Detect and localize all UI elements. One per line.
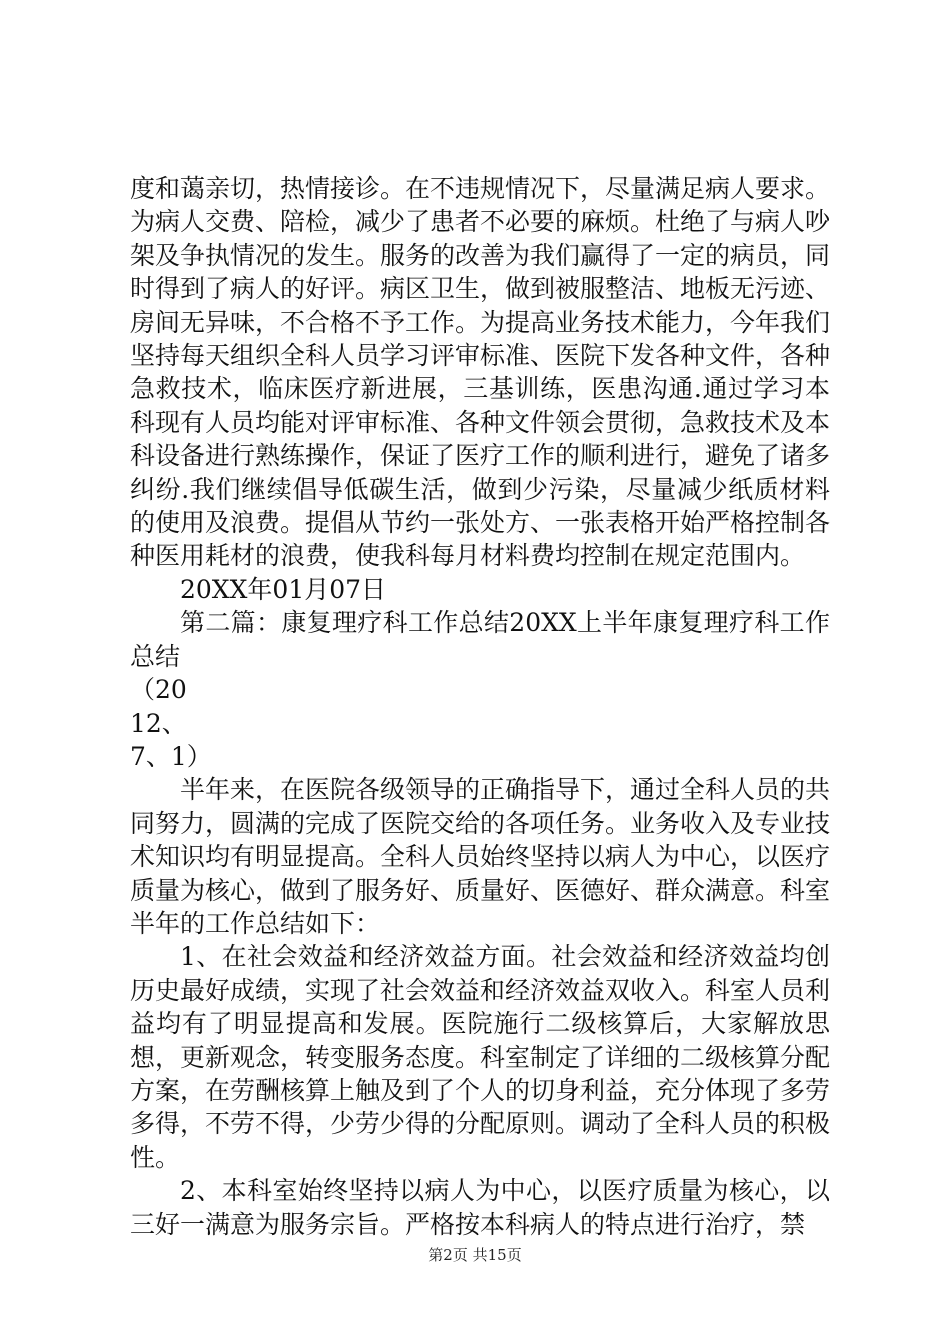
date-fragment-2: 12、 [130, 708, 187, 738]
paragraph-continuation: 度和蔼亲切，热情接诊。在不违规情况下，尽量满足病人要求。为病人交费、陪检，减少了患者不必要的麻烦。杜绝了与病人吵架及争执情况的发生。服务的改善为我们赢得了一定的病员，同时得到了病人的好评。病区卫生，做到被服整洁、地板无污迹、房间无异味，不合格不予工作。为提高业务技术能力，今年我们坚持每天组织全科人员学习评审标准、医院下发各种文件，各种急救技术，临床医疗新进展，三基训练，医患沟通.通过学习本科现有人员均能对评审标准、各种文件领会贯彻，急救技术及本科设备进行熟练操作，保证了医疗工作的顺利进行，避免了诸多纠纷.我们继续倡导低碳生活，做到少污染，尽量减少纸质材料的使用及浪费。提倡从节约一张处方、一张表格开始严格控制各种医用耗材的浪费，使我科每月材料费均控制在规定范围内。 [130, 174, 831, 571]
page-footer: 第2页 共15页 [428, 1246, 522, 1264]
section-heading: 第二篇：康复理疗科工作总结20XX上半年康复理疗科工作总结 [130, 608, 830, 671]
document-body [130, 172, 830, 1241]
date-fragment-3: 7、1） [130, 741, 212, 771]
date-line: 20XX年01月07日 [180, 574, 387, 604]
paragraph-intro: 半年来，在医院各级领导的正确指导下，通过全科人员的共同努力，圆满的完成了医院交给的各项任务。业务收入及专业技术知识均有明显提高。全科人员始终坚持以病人为中心，以医疗质量为核心，做到了服务好、质量好、医德好、群众满意。科室半年的工作总结如下： [130, 775, 831, 938]
paragraph-item-2: 2、本科室始终坚持以病人为中心，以医疗质量为核心，以三好一满意为服务宗旨。严格按本科病人的特点进行治疗，禁 [130, 1176, 830, 1239]
paragraph-item-1: 1、在社会效益和经济效益方面。社会效益和经济效益均创历史最好成绩，实现了社会效益和经济效益双收入。科室人员利益均有了明显提高和发展。医院施行二级核算后，大家解放思想，更新观念，转变服务态度。科室制定了详细的二级核算分配方案，在劳酬核算上触及到了个人的切身利益，充分体现了多劳多得，不劳不得，少劳少得的分配原则。调动了全科人员的积极性。 [130, 942, 831, 1172]
date-fragment-1: （20 [130, 675, 187, 705]
